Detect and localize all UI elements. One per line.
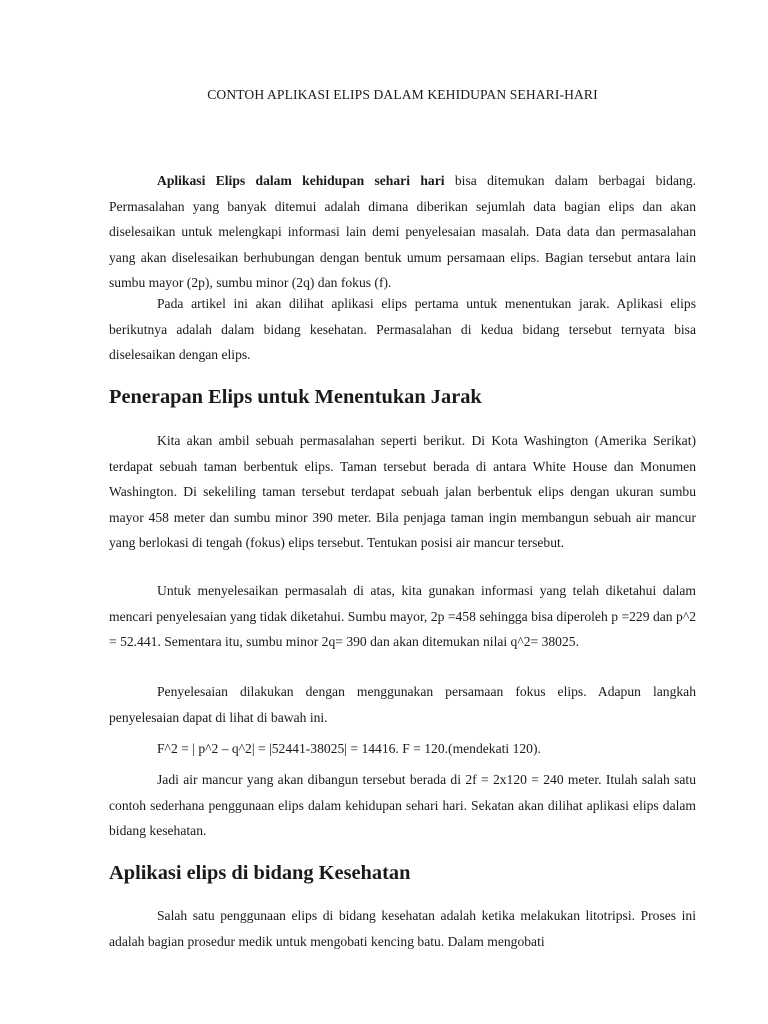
section1-paragraph-2: Untuk menyelesaikan permasalah di atas, kita gunakan informasi yang telah diketahui dalam mencari penyelesaian yang tidak diketahui. Sumbu mayor, 2p =458 sehingga bisa diperoleh p =229 dan p^2 = 52.441. Sementara itu, sumbu minor 2q= 390 dan akan ditemukan nilai q^2= 38025. xyxy=(109,583,696,649)
document-title: CONTOH APLIKASI ELIPS DALAM KEHIDUPAN SEHARI-HARI xyxy=(207,87,598,102)
section-heading-kesehatan: Aplikasi elips di bidang Kesehatan xyxy=(109,862,411,884)
intro-paragraph xyxy=(109,168,696,296)
section-heading-jarak: Penerapan Elips untuk Menentukan Jarak xyxy=(109,386,482,408)
section1-paragraph-1: Kita akan ambil sebuah permasalahan seperti berikut. Di Kota Washington (Amerika Serikat) terdapat sebuah taman berbentuk elips. Taman tersebut berada di antara White House dan Monumen Washington. Di sekeliling taman tersebut terdapat sebuah jalan berbentuk elips dengan ukuran sumbu mayor 458 meter dan sumbu minor 390 meter. Bila penjaga taman ingin membangun sebuah air mancur yang berlokasi di tengah (fokus) elips tersebut. Tentukan posisi air mancur tersebut. xyxy=(109,433,696,550)
intro-paragraph-2: Pada artikel ini akan dilihat aplikasi elips pertama untuk menentukan jarak. Aplikasi elips berikutnya adalah dalam bidang kesehatan. Permasalahan di kedua bidang tersebut ternyata bisa diselesaikan dengan elips. xyxy=(109,296,696,362)
intro-bold-lead: Aplikasi Elips dalam kehidupan sehari hari xyxy=(157,173,445,188)
section1-paragraph-4: Jadi air mancur yang akan dibangun tersebut berada di 2f = 2x120 = 240 meter. Itulah salah satu contoh sederhana penggunaan elips dalam kehidupan sehari hari. Sekatan akan dilihat aplikasi elips dalam bidang kesehatan. xyxy=(109,772,696,838)
section2-paragraph-1: Salah satu penggunaan elips di bidang kesehatan adalah ketika melakukan litotripsi. Proses ini adalah bagian prosedur medik untuk mengobati kencing batu. Dalam mengobati xyxy=(109,908,696,949)
section1-paragraph-3: Penyelesaian dilakukan dengan menggunakan persamaan fokus elips. Adapun langkah penyelesaian dapat di lihat di bawah ini. xyxy=(109,684,696,725)
intro-text: bisa ditemukan dalam berbagai bidang. Permasalahan yang banyak ditemui adalah dimana diberikan sejumlah data bagian elips dan akan diselesaikan untuk melengkapi informasi lain demi penyelesaian masalah. Data data dan permasalahan yang akan diselesaikan berhubungan dengan bentuk umum persamaan elips. Bagian tersebut antara lain sumbu mayor (2p), sumbu minor (2q) dan fokus (f). xyxy=(109,173,696,290)
focus-formula: F^2 = | p^2 – q^2| = |52441-38025| = 14416. F = 120.(mendekati 120). xyxy=(157,741,541,756)
